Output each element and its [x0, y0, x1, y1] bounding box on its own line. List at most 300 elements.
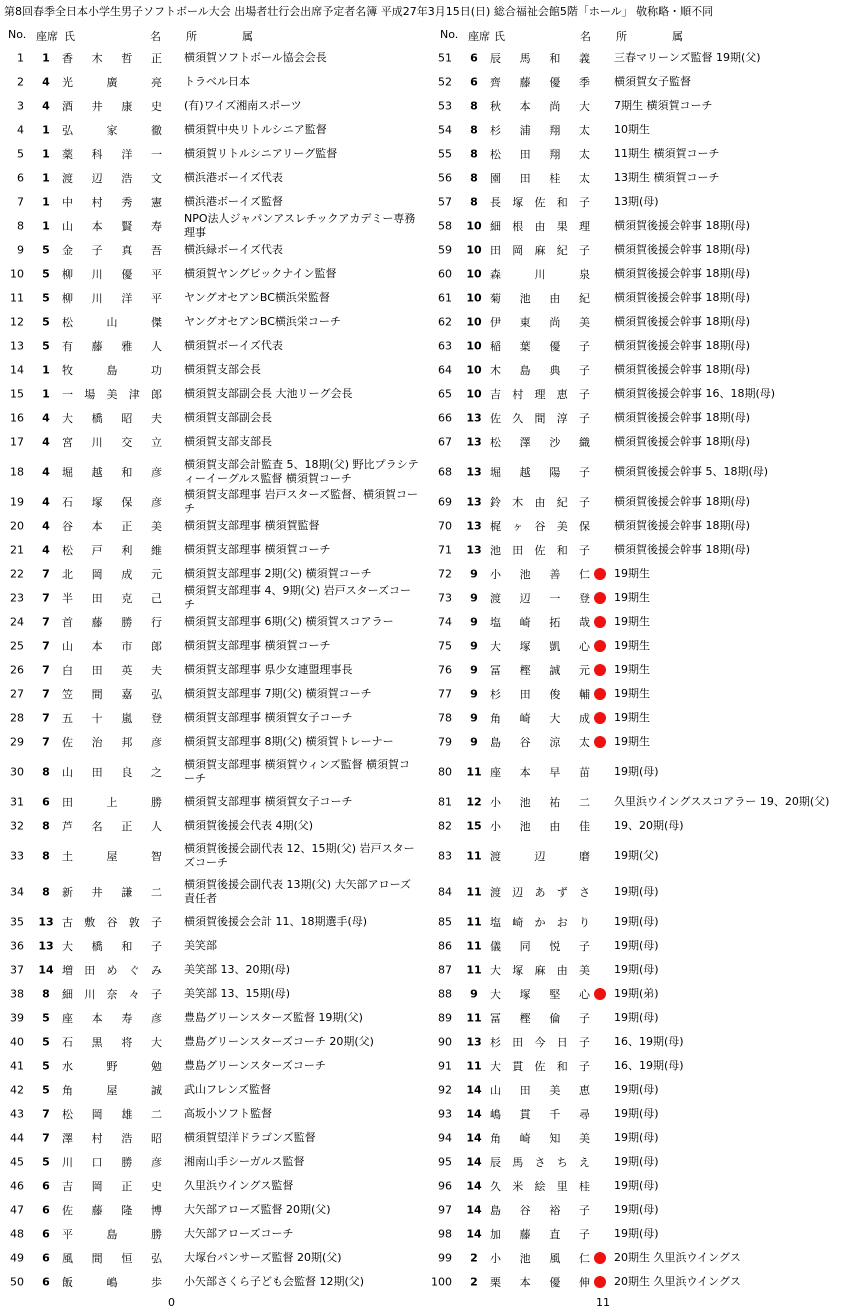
person-name: 増 田 め ぐ み: [62, 964, 162, 977]
seat-number: 13: [38, 915, 54, 929]
row-number: 66: [438, 411, 452, 425]
attendance-dot-icon: [594, 616, 606, 628]
table-row: [428, 874, 848, 910]
person-name: 大 塚 凱 心: [490, 640, 590, 653]
affiliation: 高坂小ソフト監督: [184, 1107, 272, 1120]
seat-number: 6: [42, 1179, 50, 1193]
affiliation: 19期生: [614, 663, 650, 676]
person-name: 杉 田 俊 輔: [490, 688, 590, 701]
affiliation: 横浜港ボーイズ監督: [184, 195, 283, 208]
table-row: [428, 46, 848, 70]
table-row: [428, 334, 848, 358]
affiliation: 横須賀支部理事 横須賀ウィンズ監督 横須賀コーチ: [184, 758, 411, 785]
person-name: 山 田 良 之: [62, 766, 162, 779]
person-name: 有 藤 雅 人: [62, 340, 162, 353]
affiliation: 19期(母): [614, 1179, 659, 1192]
table-row: [0, 286, 420, 310]
person-name: 座 本 寿 彦: [62, 1012, 162, 1025]
person-name: 堀 越 陽 子: [490, 466, 590, 479]
row-number: 32: [10, 819, 24, 833]
row-number: 55: [438, 147, 452, 161]
affiliation: 横須賀後援会幹事 18期(母): [614, 495, 751, 508]
affiliation: 19期(母): [614, 1131, 659, 1144]
seat-number: 5: [42, 1083, 50, 1097]
row-number: 57: [438, 195, 452, 209]
table-row: [0, 838, 420, 874]
person-name: 杉 田 今 日 子: [490, 1036, 590, 1049]
row-number: 7: [17, 195, 24, 209]
seat-number: 14: [466, 1227, 482, 1241]
person-name: 新 井 謙 二: [62, 886, 162, 899]
table-row: [428, 634, 848, 658]
header-seat: 座席: [36, 30, 58, 43]
seat-number: 13: [466, 435, 482, 449]
table-row: [428, 682, 848, 706]
seat-number: 7: [42, 591, 50, 605]
table-row: [0, 310, 420, 334]
person-name: 小 池 風 仁: [490, 1252, 590, 1265]
seat-number: 8: [42, 987, 50, 1001]
affiliation: 横須賀支部理事 横須賀女子コーチ: [184, 711, 353, 724]
affiliation: 19期(母): [614, 885, 659, 898]
person-name: 堀 越 和 彦: [62, 466, 162, 479]
seat-number: 9: [470, 711, 478, 725]
person-name: 澤 村 浩 昭: [62, 1132, 162, 1145]
header-aff-a: 所: [186, 30, 197, 43]
table-row: [428, 454, 848, 490]
seat-number: 8: [470, 195, 478, 209]
person-name: 酒 井 康 史: [62, 100, 162, 113]
row-number: 40: [10, 1035, 24, 1049]
seat-number: 12: [466, 795, 482, 809]
person-name: 松 澤 沙 織: [490, 436, 590, 449]
row-number: 41: [10, 1059, 24, 1073]
person-name: 加 藤 直 子: [490, 1228, 590, 1241]
table-row: [428, 1246, 848, 1270]
attendance-dot-icon: [594, 568, 606, 580]
affiliation: 横須賀後援会代表 4期(父): [184, 819, 314, 832]
row-number: 79: [438, 735, 452, 749]
person-name: 牧 島 功: [62, 364, 162, 377]
affiliation: 横須賀後援会幹事 18期(母): [614, 363, 751, 376]
table-row: [0, 334, 420, 358]
row-number: 8: [17, 219, 24, 233]
person-name: 小 池 由 佳: [490, 820, 590, 833]
seat-number: 5: [42, 243, 50, 257]
row-number: 68: [438, 465, 452, 479]
person-name: 水 野 勉: [62, 1060, 162, 1073]
row-number: 54: [438, 123, 452, 137]
row-number: 94: [438, 1131, 452, 1145]
row-number: 19: [10, 495, 24, 509]
seat-number: 9: [470, 639, 478, 653]
row-number: 64: [438, 363, 452, 377]
person-name: 吉 村 理 恵 子: [490, 388, 590, 401]
row-number: 42: [10, 1083, 24, 1097]
attendance-dot-icon: [594, 1252, 606, 1264]
row-number: 71: [438, 543, 452, 557]
table-row: [428, 190, 848, 214]
affiliation: 大矢部アローズコーチ: [184, 1227, 294, 1240]
row-number: 27: [10, 687, 24, 701]
row-number: 26: [10, 663, 24, 677]
table-row: [0, 454, 420, 490]
person-name: 渡 辺 浩 文: [62, 172, 162, 185]
row-number: 43: [10, 1107, 24, 1121]
affiliation: 横須賀支部理事 横須賀コーチ: [184, 639, 331, 652]
row-number: 9: [17, 243, 24, 257]
header-name-a: 氏: [64, 30, 75, 43]
affiliation: 16、19期(母): [614, 1035, 684, 1048]
seat-number: 1: [42, 147, 50, 161]
person-name: 松 山 傑: [62, 316, 162, 329]
affiliation: 7期生 横須賀コーチ: [614, 99, 713, 112]
row-number: 89: [438, 1011, 452, 1025]
row-number: 92: [438, 1083, 452, 1097]
row-number: 30: [10, 765, 24, 779]
seat-number: 13: [466, 519, 482, 533]
person-name: 池 田 佐 和 子: [490, 544, 590, 557]
table-row: [428, 1222, 848, 1246]
affiliation: 横須賀後援会幹事 18期(母): [614, 219, 751, 232]
table-row: [0, 790, 420, 814]
person-name: 石 黒 将 大: [62, 1036, 162, 1049]
table-row: [0, 910, 420, 934]
seat-number: 14: [38, 963, 54, 977]
row-number: 50: [10, 1275, 24, 1289]
affiliation: 横須賀支部理事 7期(父) 横須賀コーチ: [184, 687, 372, 700]
row-number: 4: [17, 123, 24, 137]
row-number: 17: [10, 435, 24, 449]
row-number: 45: [10, 1155, 24, 1169]
page-title: 第8回春季全日本小学生男子ソフトボール大会 出場者壮行会出席予定者名簿 平成27年3月15日(日) 総合福祉会館5階「ホール」 敬称略・順不同: [4, 5, 714, 18]
row-number: 5: [17, 147, 24, 161]
affiliation: 三春マリーンズ監督 19期(父): [614, 51, 761, 64]
person-name: 柳 川 洋 平: [62, 292, 162, 305]
seat-number: 9: [470, 663, 478, 677]
table-row: [0, 46, 420, 70]
person-name: 島 谷 涼 太: [490, 736, 590, 749]
row-number: 86: [438, 939, 452, 953]
seat-number: 1: [42, 195, 50, 209]
seat-number: 7: [42, 711, 50, 725]
seat-number: 6: [42, 1251, 50, 1265]
table-row: [0, 874, 420, 910]
table-row: [0, 706, 420, 730]
seat-number: 7: [42, 1107, 50, 1121]
affiliation: ヤングオセアンBC横浜栄コーチ: [184, 315, 341, 328]
affiliation: 美笑部: [184, 939, 217, 952]
seat-number: 15: [466, 819, 482, 833]
seat-number: 1: [42, 123, 50, 137]
table-row: [428, 1078, 848, 1102]
seat-number: 9: [470, 567, 478, 581]
seat-number: 4: [42, 99, 50, 113]
table-row: [428, 1054, 848, 1078]
affiliation: 19期(母): [614, 1203, 659, 1216]
table-row: [428, 958, 848, 982]
person-name: 中 村 秀 憲: [62, 196, 162, 209]
person-name: 伊 東 尚 美: [490, 316, 590, 329]
row-number: 60: [438, 267, 452, 281]
row-number: 20: [10, 519, 24, 533]
row-number: 52: [438, 75, 452, 89]
seat-number: 1: [42, 219, 50, 233]
table-row: [0, 514, 420, 538]
row-number: 15: [10, 387, 24, 401]
table-row: [0, 658, 420, 682]
person-name: 田 岡 麻 紀 子: [490, 244, 590, 257]
person-name: 首 藤 勝 行: [62, 616, 162, 629]
affiliation: 横須賀ボーイズ代表: [184, 339, 283, 352]
affiliation: 大塚台パンサーズ監督 20期(父): [184, 1251, 342, 1264]
seat-number: 6: [42, 1203, 50, 1217]
row-number: 11: [10, 291, 24, 305]
affiliation: 横須賀支部理事 8期(父) 横須賀トレーナー: [184, 735, 394, 748]
table-row: [0, 754, 420, 790]
seat-number: 13: [466, 1035, 482, 1049]
table-row: [428, 262, 848, 286]
seat-number: 9: [470, 591, 478, 605]
roster-column-right: [428, 24, 848, 1294]
person-name: 小 池 善 仁: [490, 568, 590, 581]
row-number: 85: [438, 915, 452, 929]
table-row: [0, 634, 420, 658]
seat-number: 9: [470, 987, 478, 1001]
seat-number: 2: [470, 1251, 478, 1265]
attendance-dot-icon: [594, 736, 606, 748]
affiliation: 13期生 横須賀コーチ: [614, 171, 720, 184]
affiliation: 横須賀支部理事 横須賀監督: [184, 519, 320, 532]
person-name: 一 場 美 津 郎: [62, 388, 162, 401]
person-name: 辰 馬 和 義: [490, 52, 590, 65]
affiliation: 11期生 横須賀コーチ: [614, 147, 720, 160]
affiliation: トラベル日本: [184, 75, 250, 88]
table-row: [428, 1006, 848, 1030]
seat-number: 4: [42, 543, 50, 557]
affiliation: 横須賀支部理事 県少女連盟理事長: [184, 663, 353, 676]
seat-number: 13: [466, 411, 482, 425]
attendance-dot-icon: [594, 712, 606, 724]
row-number: 78: [438, 711, 452, 725]
table-row: [0, 262, 420, 286]
row-number: 95: [438, 1155, 452, 1169]
row-number: 87: [438, 963, 452, 977]
affiliation: 横須賀支部理事 横須賀コーチ: [184, 543, 331, 556]
person-name: 細 根 由 果 理: [490, 220, 590, 233]
affiliation: NPO法人ジャパンアスレチックアカデミー専務理事: [184, 212, 416, 239]
table-row: [0, 1174, 420, 1198]
person-name: 長 塚 佐 和 子: [490, 196, 590, 209]
affiliation: 19期(母): [614, 1083, 659, 1096]
affiliation: 19期生: [614, 687, 650, 700]
table-row: [0, 1102, 420, 1126]
seat-number: 14: [466, 1203, 482, 1217]
seat-number: 5: [42, 267, 50, 281]
affiliation: 小矢部さくら子ども会監督 12期(父): [184, 1275, 365, 1288]
affiliation: 19期生: [614, 567, 650, 580]
person-name: 秋 本 尚 大: [490, 100, 590, 113]
person-name: 角 崎 大 成: [490, 712, 590, 725]
person-name: 山 本 市 郎: [62, 640, 162, 653]
seat-number: 7: [42, 615, 50, 629]
seat-number: 11: [466, 1011, 482, 1025]
person-name: 古 敷 谷 敦 子: [62, 916, 162, 929]
seat-number: 1: [42, 171, 50, 185]
seat-number: 8: [470, 99, 478, 113]
table-row: [428, 658, 848, 682]
person-name: 角 屋 誠: [62, 1084, 162, 1097]
row-number: 47: [10, 1203, 24, 1217]
person-name: 齊 藤 優 季: [490, 76, 590, 89]
seat-number: 8: [42, 819, 50, 833]
row-number: 81: [438, 795, 452, 809]
seat-number: 13: [466, 465, 482, 479]
person-name: 松 岡 雄 二: [62, 1108, 162, 1121]
affiliation: 横須賀後援会幹事 18期(母): [614, 543, 751, 556]
person-name: 弘 家 徹: [62, 124, 162, 137]
seat-number: 6: [42, 1227, 50, 1241]
attendance-dot-icon: [594, 1276, 606, 1288]
seat-number: 11: [466, 849, 482, 863]
seat-number: 10: [466, 339, 482, 353]
table-row: [0, 958, 420, 982]
table-row: [0, 238, 420, 262]
seat-number: 5: [42, 315, 50, 329]
affiliation: 19期(父): [614, 849, 659, 862]
person-name: 笠 間 嘉 弘: [62, 688, 162, 701]
seat-number: 5: [42, 291, 50, 305]
person-name: 佐 治 邦 彦: [62, 736, 162, 749]
table-row: [0, 1198, 420, 1222]
person-name: 栗 本 優 伸: [490, 1276, 590, 1289]
row-number: 46: [10, 1179, 24, 1193]
table-row: [0, 1078, 420, 1102]
affiliation: 横須賀ソフトボール協会会長: [184, 51, 327, 64]
row-number: 75: [438, 639, 452, 653]
person-name: 儀 同 悦 子: [490, 940, 590, 953]
seat-number: 10: [466, 315, 482, 329]
header-no: No.: [8, 28, 27, 41]
affiliation: 武山フレンズ監督: [184, 1083, 271, 1096]
roster-rows-right: [428, 46, 848, 1294]
person-name: 風 間 恒 弘: [62, 1252, 162, 1265]
affiliation: 19期(母): [614, 915, 659, 928]
seat-number: 11: [466, 963, 482, 977]
person-name: 石 塚 保 彦: [62, 496, 162, 509]
seat-number: 2: [470, 1275, 478, 1289]
affiliation: 横須賀後援会幹事 18期(母): [614, 243, 751, 256]
row-number: 35: [10, 915, 24, 929]
header-aff-b: 属: [242, 30, 253, 43]
affiliation: 20期生 久里浜ウイングス: [614, 1275, 741, 1288]
row-number: 82: [438, 819, 452, 833]
table-row: [0, 382, 420, 406]
row-number: 69: [438, 495, 452, 509]
seat-number: 1: [42, 51, 50, 65]
table-row: [0, 142, 420, 166]
column-header: [428, 24, 848, 46]
seat-number: 5: [42, 1155, 50, 1169]
seat-number: 11: [466, 915, 482, 929]
person-name: 塩 崎 か お り: [490, 916, 590, 929]
table-row: [0, 982, 420, 1006]
affiliation: 久里浜ウイングス監督: [184, 1179, 294, 1192]
row-number: 99: [438, 1251, 452, 1265]
row-number: 59: [438, 243, 452, 257]
seat-number: 5: [42, 1011, 50, 1025]
person-name: 辰 馬 さ ち え: [490, 1156, 590, 1169]
seat-number: 7: [42, 735, 50, 749]
footer-left: 0: [168, 1296, 175, 1309]
person-name: 佐 久 間 淳 子: [490, 412, 590, 425]
table-row: [0, 814, 420, 838]
footer-right: 11: [596, 1296, 610, 1309]
person-name: 冨 樫 倫 子: [490, 1012, 590, 1025]
table-row: [0, 214, 420, 238]
seat-number: 8: [470, 147, 478, 161]
row-number: 56: [438, 171, 452, 185]
table-row: [428, 1126, 848, 1150]
header-name-b: 名: [150, 30, 161, 43]
seat-number: 8: [470, 171, 478, 185]
table-row: [428, 754, 848, 790]
table-row: [0, 1246, 420, 1270]
table-row: [428, 310, 848, 334]
table-row: [0, 70, 420, 94]
table-row: [0, 1222, 420, 1246]
table-row: [428, 586, 848, 610]
person-name: 小 池 祐 二: [490, 796, 590, 809]
person-name: 大 塚 麻 由 美: [490, 964, 590, 977]
affiliation: 豊島グリーンスターズ監督 19期(父): [184, 1011, 363, 1024]
row-number: 33: [10, 849, 24, 863]
affiliation: 19期(母): [614, 1155, 659, 1168]
row-number: 98: [438, 1227, 452, 1241]
affiliation: 横須賀望洋ドラゴンズ監督: [184, 1131, 316, 1144]
seat-number: 4: [42, 495, 50, 509]
table-row: [0, 1030, 420, 1054]
row-number: 53: [438, 99, 452, 113]
table-row: [428, 538, 848, 562]
table-row: [428, 514, 848, 538]
seat-number: 11: [466, 939, 482, 953]
affiliation: 横須賀支部理事 6期(父) 横須賀スコアラー: [184, 615, 394, 628]
seat-number: 4: [42, 435, 50, 449]
affiliation: 19期生: [614, 615, 650, 628]
table-row: [428, 358, 848, 382]
person-name: 半 田 克 己: [62, 592, 162, 605]
header-aff-a: 所: [616, 30, 627, 43]
row-number: 44: [10, 1131, 24, 1145]
row-number: 6: [17, 171, 24, 185]
person-name: 木 島 典 子: [490, 364, 590, 377]
seat-number: 4: [42, 411, 50, 425]
affiliation: 13期(母): [614, 195, 659, 208]
seat-number: 7: [42, 567, 50, 581]
row-number: 62: [438, 315, 452, 329]
person-name: 塩 崎 拓 哉: [490, 616, 590, 629]
seat-number: 13: [466, 495, 482, 509]
table-row: [0, 1006, 420, 1030]
table-row: [0, 562, 420, 586]
person-name: 大 橋 昭 夫: [62, 412, 162, 425]
table-row: [428, 814, 848, 838]
seat-number: 8: [470, 123, 478, 137]
affiliation: 横須賀リトルシニアリーグ監督: [184, 147, 338, 160]
affiliation: 横須賀中央リトルシニア監督: [184, 123, 327, 136]
row-number: 51: [438, 51, 452, 65]
